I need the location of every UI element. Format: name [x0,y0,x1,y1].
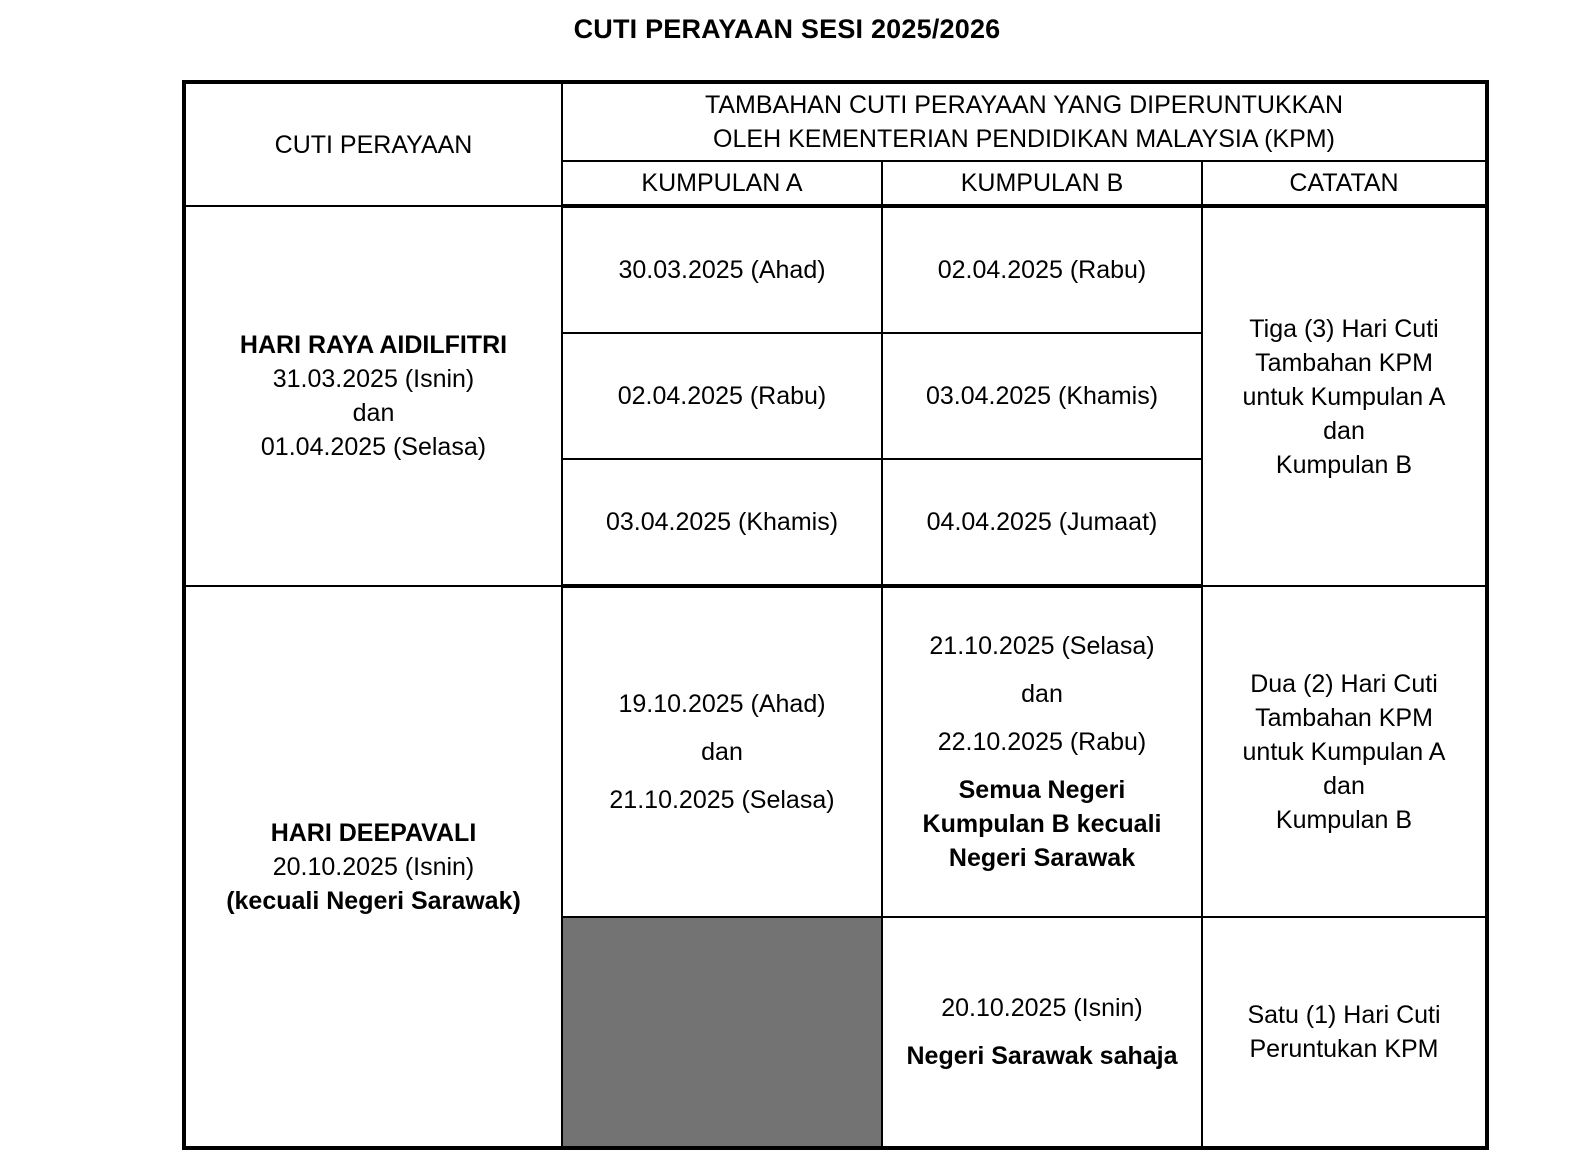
catatan-line-3: untuk Kumpulan A [1242,382,1446,411]
spacer [569,721,875,735]
header-kumpulan-b [882,161,1202,206]
table-row [184,206,1487,333]
kumpulan-b-cell [882,459,1202,586]
spacer [889,711,1195,725]
catatan-cell-deepavali-1 [1202,586,1487,917]
event-conjunction-aidilfitri: dan [352,399,395,427]
kumpulan-a-date-2: 21.10.2025 (Selasa) [609,786,835,814]
kumpulan-a-cell [562,333,882,459]
kumpulan-b-conjunction: dan [1021,680,1063,708]
catatan-line-1: Satu (1) Hari Cuti [1247,1001,1441,1029]
event-date-aidilfitri-1: 31.03.2025 (Isnin) [272,365,475,393]
event-name-aidilfitri: HARI RAYA AIDILFITRI [239,331,508,359]
catatan-line-4: dan [1323,771,1365,800]
spacer [569,769,875,783]
kumpulan-b-date: 02.04.2025 (Rabu) [937,256,1147,284]
kumpulan-a-conjunction: dan [701,738,743,766]
catatan-line-1: Tiga (3) Hari Cuti [1249,314,1439,343]
spacer [889,759,1195,773]
header-catatan-label: CATATAN [1289,169,1399,197]
catatan-line-4: dan [1323,416,1365,445]
kumpulan-b-note-line-1: Negeri Sarawak sahaja [906,1042,1178,1070]
header-tambahan-group [562,82,1487,161]
spacer [889,663,1195,677]
kumpulan-a-cell-shaded [562,917,882,1148]
kumpulan-b-date: 04.04.2025 (Jumaat) [926,508,1158,536]
catatan-cell-deepavali-2 [1202,917,1487,1148]
catatan-line-2: Tambahan KPM [1255,703,1433,732]
kumpulan-b-note-line-3: Negeri Sarawak [948,844,1136,872]
spacer [889,1025,1195,1039]
event-cell-aidilfitri [184,206,562,586]
catatan-line-2: Peruntukan KPM [1249,1035,1439,1063]
page-title: CUTI PERAYAAN SESI 2025/2026 [573,14,1001,44]
catatan-line-3: untuk Kumpulan A [1242,737,1446,766]
table-row [184,586,1487,917]
kumpulan-b-date-2: 22.10.2025 (Rabu) [937,728,1147,756]
table-header-row-1 [184,82,1487,161]
kumpulan-a-cell [562,586,882,917]
header-kumpulan-a-label: KUMPULAN A [641,169,803,197]
kumpulan-b-cell [882,586,1202,917]
header-kumpulan-a [562,161,882,206]
header-tambahan-line2: OLEH KEMENTERIAN PENDIDIKAN MALAYSIA (KPM) [713,125,1335,153]
kumpulan-a-date: 02.04.2025 (Rabu) [617,382,827,410]
kumpulan-b-cell [882,917,1202,1148]
event-name-deepavali: HARI DEEPAVALI [270,818,477,847]
header-tambahan-line1: TAMBAHAN CUTI PERAYAAN YANG DIPERUNTUKKAN [704,91,1344,119]
event-date-aidilfitri-2: 01.04.2025 (Selasa) [260,433,487,461]
kumpulan-b-date-1: 20.10.2025 (Isnin) [941,994,1143,1022]
kumpulan-b-note-line-2: Kumpulan B kecuali [922,810,1162,838]
kumpulan-a-date: 30.03.2025 (Ahad) [618,256,826,284]
kumpulan-b-cell [882,206,1202,333]
event-date-deepavali-1: 20.10.2025 (Isnin) [272,852,475,881]
kumpulan-a-date: 03.04.2025 (Khamis) [605,508,839,536]
cuti-perayaan-table-container [182,80,1485,1150]
cuti-perayaan-table [182,80,1489,1150]
header-kumpulan-b-label: KUMPULAN B [960,169,1124,197]
kumpulan-b-note-line-1: Semua Negeri [958,776,1126,804]
catatan-line-2: Tambahan KPM [1255,348,1433,377]
catatan-line-1: Dua (2) Hari Cuti [1250,669,1438,698]
kumpulan-b-date: 03.04.2025 (Khamis) [925,382,1159,410]
header-cuti-perayaan [184,82,562,206]
catatan-line-5: Kumpulan B [1275,805,1413,834]
kumpulan-a-cell [562,459,882,586]
event-note-deepavali: (kecuali Negeri Sarawak) [226,886,521,915]
catatan-line-5: Kumpulan B [1275,450,1413,479]
event-cell-deepavali [184,586,562,1148]
kumpulan-b-date-1: 21.10.2025 (Selasa) [929,632,1155,660]
header-catatan [1202,161,1487,206]
header-cuti-perayaan-label: CUTI PERAYAAN [274,130,473,159]
kumpulan-a-cell [562,206,882,333]
catatan-cell-aidilfitri [1202,206,1487,586]
kumpulan-a-date-1: 19.10.2025 (Ahad) [618,690,826,718]
kumpulan-b-cell [882,333,1202,459]
